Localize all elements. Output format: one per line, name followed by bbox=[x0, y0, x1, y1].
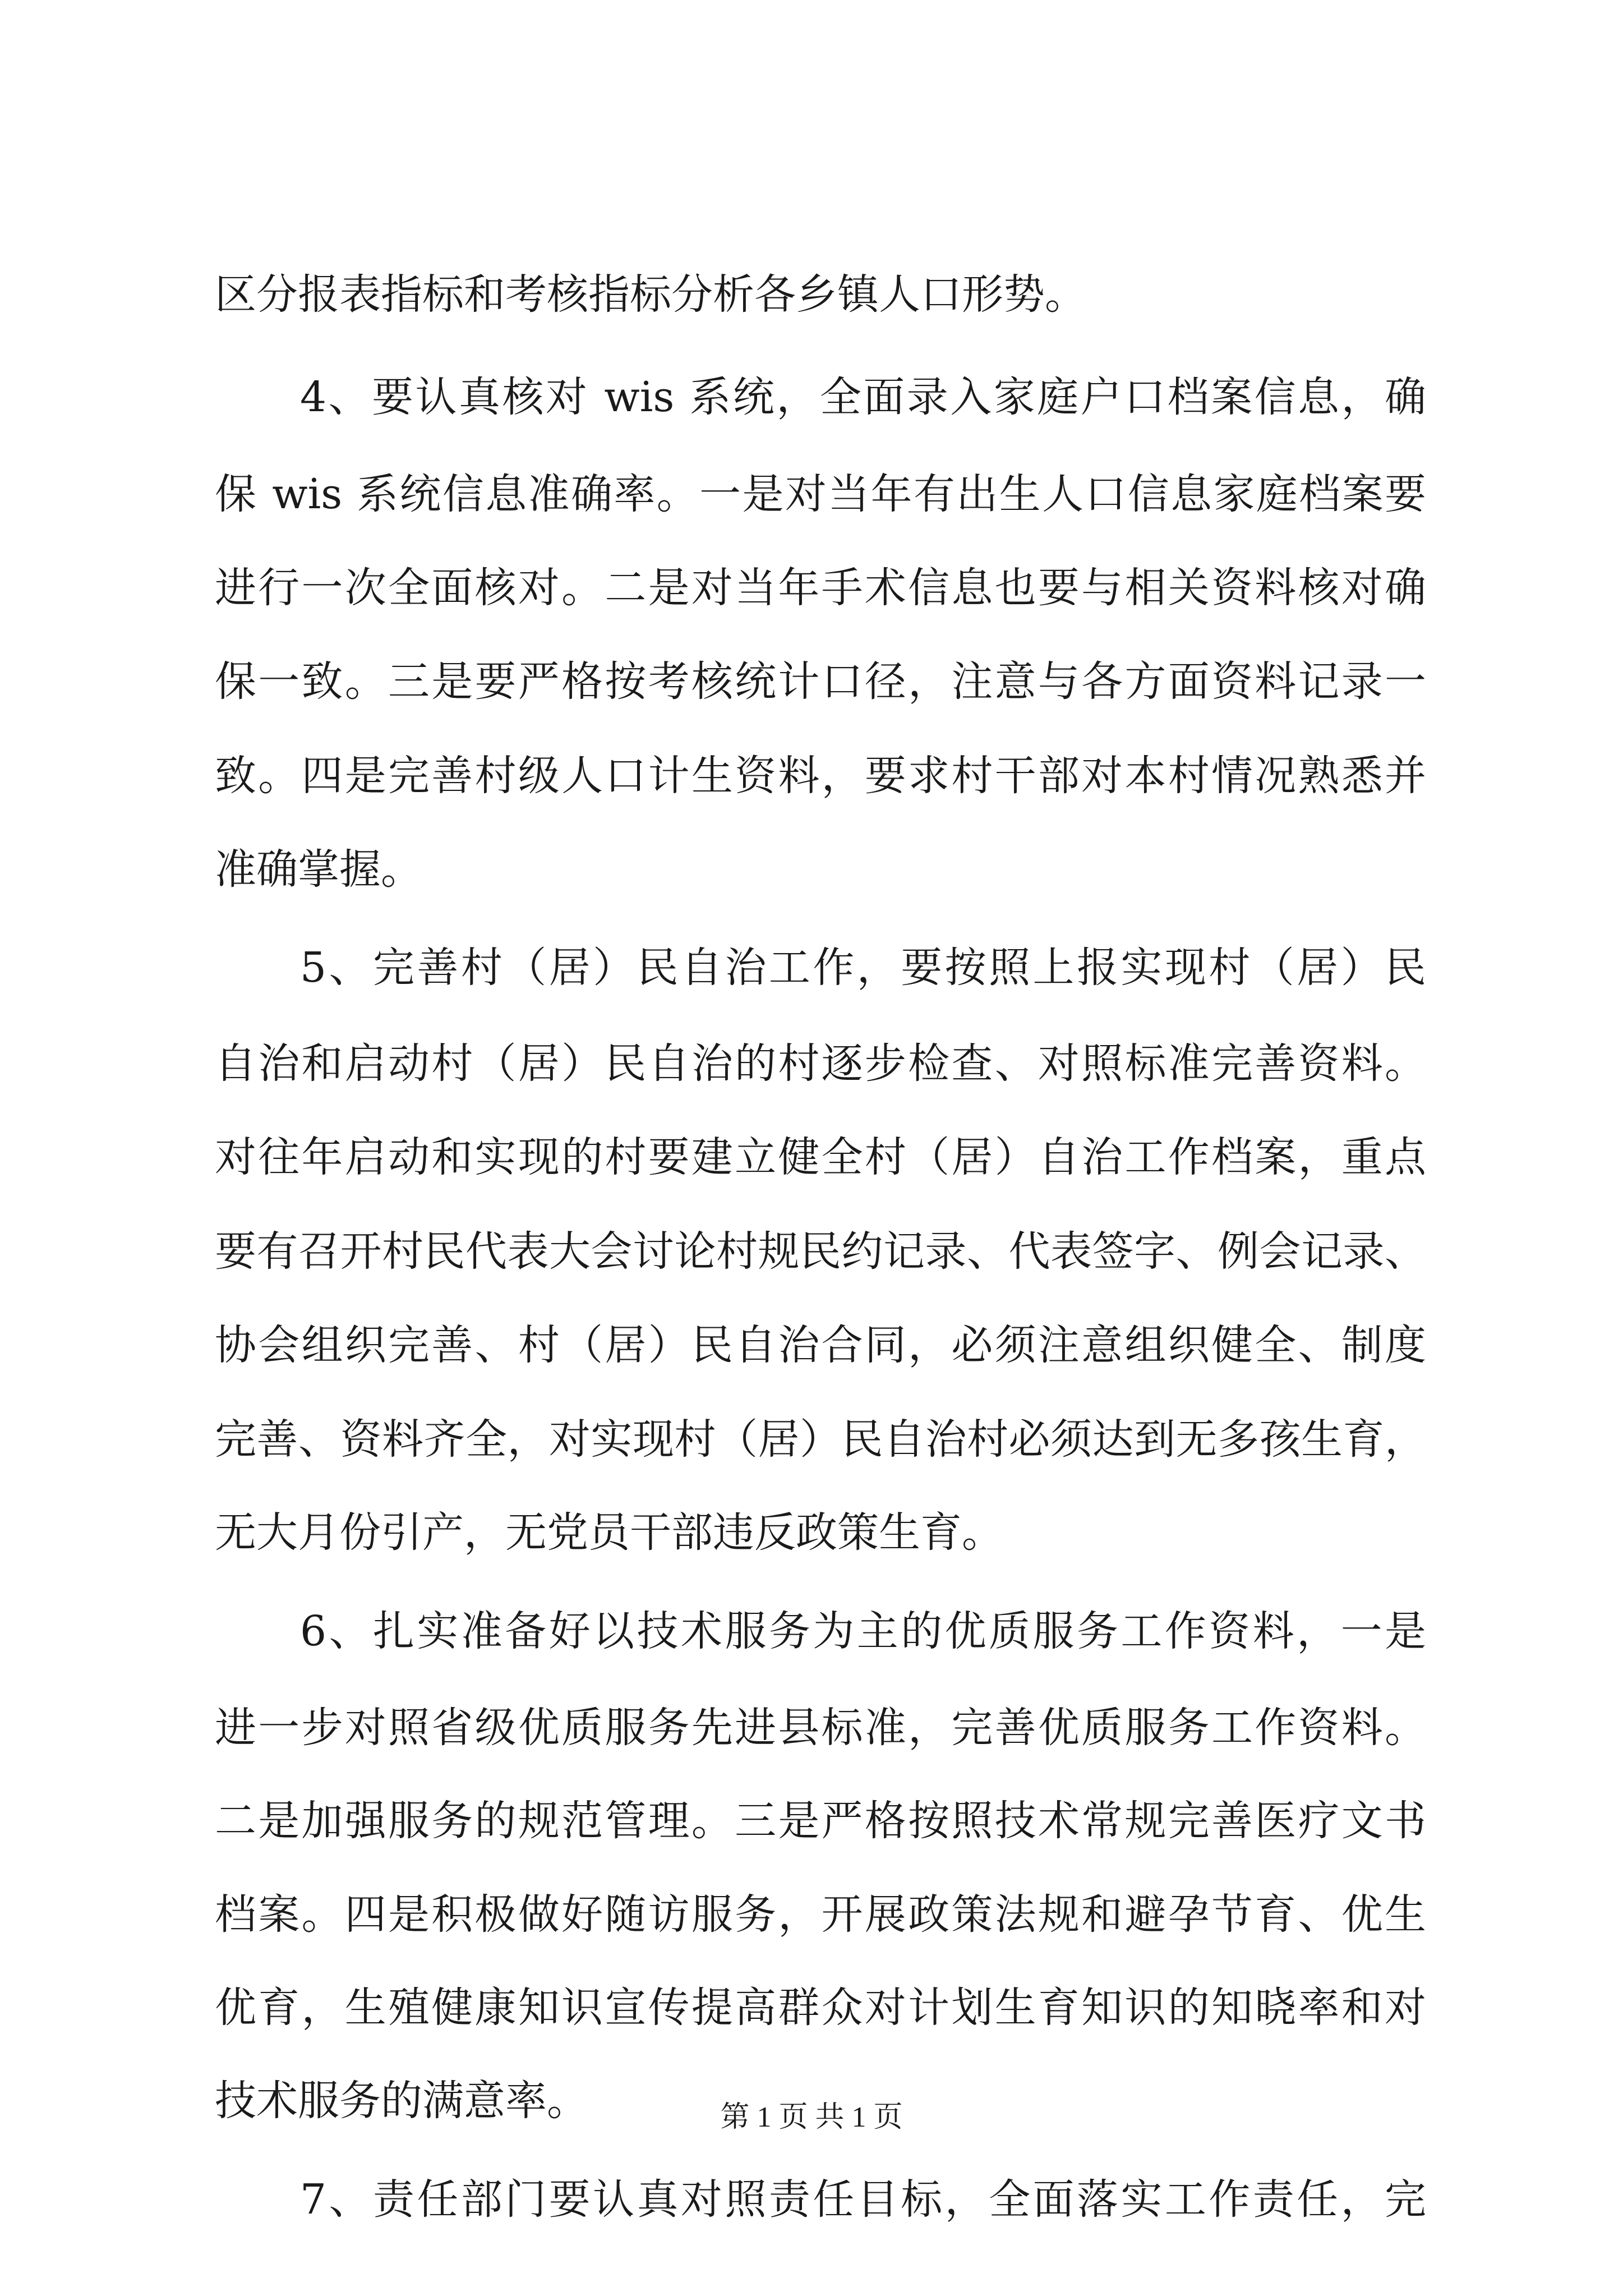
text-line: 进行一次全面核对。二是对当年手术信息也要与相关资料核对确 bbox=[215, 564, 1426, 612]
text-line: 技术服务的满意率。 bbox=[215, 2077, 588, 2125]
text-line: 二是加强服务的规范管理。三是严格按照技术常规完善医疗文书 bbox=[215, 1797, 1426, 1845]
text-line: 自治和启动村（居）民自治的村逐步检查、对照标准完善资料。 bbox=[215, 1039, 1426, 1088]
text-line: 要有召开村民代表大会讨论村规民约记录、代表签字、例会记录、 bbox=[215, 1227, 1426, 1276]
text-line: 协会组织完善、村（居）民自治合同，必须注意组织健全、制度 bbox=[215, 1321, 1426, 1369]
text-line: 优育，生殖健康知识宣传提高群众对计划生育知识的知晓率和对 bbox=[215, 1984, 1426, 2032]
text-line: 完善、资料齐全，对实现村（居）民自治村必须达到无多孩生育， bbox=[215, 1415, 1426, 1464]
text-line: 档案。四是积极做好随访服务，开展政策法规和避孕节育、优生 bbox=[215, 1890, 1426, 1939]
text-line: 保一致。三是要严格按考核统计口径，注意与各方面资料记录一 bbox=[215, 657, 1426, 706]
text-line: 6、扎实准备好以技术服务为主的优质服务工作资料，一是 bbox=[300, 1607, 1426, 1655]
text-line: 进一步对照省级优质服务先进县标准，完善优质服务工作资料。 bbox=[215, 1704, 1426, 1752]
text-line: 对往年启动和实现的村要建立健全村（居）自治工作档案，重点 bbox=[215, 1133, 1426, 1181]
text-line: 保 wis 系统信息准确率。一是对当年有出生人口信息家庭档案要 bbox=[215, 470, 1426, 518]
text-line: 无大月份引产，无党员干部违反政策生育。 bbox=[215, 1508, 1003, 1557]
text-line: 4、要认真核对 wis 系统，全面录入家庭户口档案信息，确 bbox=[300, 373, 1426, 421]
text-line: 5、完善村（居）民自治工作，要按照上报实现村（居）民 bbox=[300, 944, 1426, 992]
text-line: 致。四是完善村级人口计生资料，要求村干部对本村情况熟悉并 bbox=[215, 752, 1426, 800]
text-line: 区分报表指标和考核指标分析各乡镇人口形势。 bbox=[215, 270, 1086, 319]
page-number-footer: 第 1 页 共 1 页 bbox=[720, 2101, 903, 2133]
text-line: 准确掌握。 bbox=[215, 845, 422, 894]
text-line: 7、责任部门要认真对照责任目标，全面落实工作责任，完 bbox=[300, 2175, 1426, 2224]
